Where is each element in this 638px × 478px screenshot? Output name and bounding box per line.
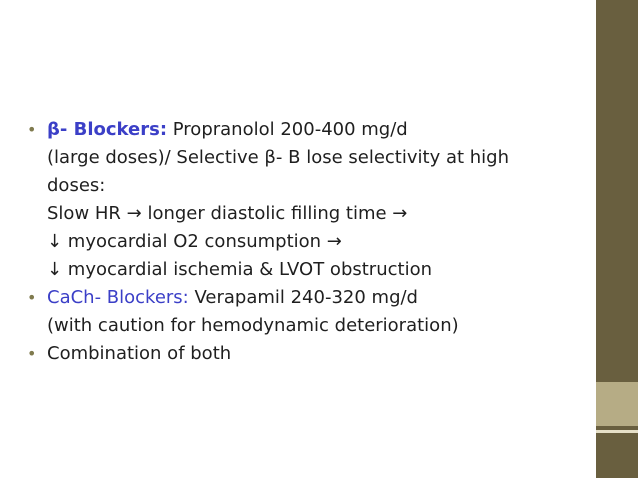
slide-content bbox=[27, 116, 592, 368]
bullet-dot-icon: • bbox=[27, 344, 37, 363]
bullet-text: Propranolol 200-400 mg/d bbox=[167, 119, 408, 140]
bullet-item-cach-blockers bbox=[27, 284, 592, 312]
bullet-item-beta-blockers bbox=[27, 116, 592, 144]
decorative-sidebar-block bbox=[596, 382, 638, 426]
bullet-continuation: Slow HR → longer diastolic filling time → bbox=[47, 203, 408, 224]
bullet-continuation: (large doses)/ Selective β- B lose selectivity at high bbox=[47, 147, 509, 168]
bullet-label: β- Blockers: bbox=[47, 119, 168, 140]
bullet-continuation: ↓ myocardial O2 consumption → bbox=[47, 231, 342, 252]
bullet-continuation: doses: bbox=[47, 175, 106, 196]
bullet-continuation: ↓ myocardial ischemia & LVOT obstruction bbox=[47, 259, 432, 280]
bullet-dot-icon: • bbox=[27, 120, 37, 139]
bullet-text: Verapamil 240-320 mg/d bbox=[188, 287, 418, 308]
bullet-continuation: (with caution for hemodynamic deterioration) bbox=[47, 315, 459, 336]
bullet-item-combination bbox=[27, 340, 592, 368]
bullet-text: Combination of both bbox=[47, 343, 232, 364]
decorative-sidebar-line bbox=[596, 430, 638, 433]
bullet-dot-icon: • bbox=[27, 288, 37, 307]
bullet-label: CaCh- Blockers: bbox=[47, 287, 189, 308]
